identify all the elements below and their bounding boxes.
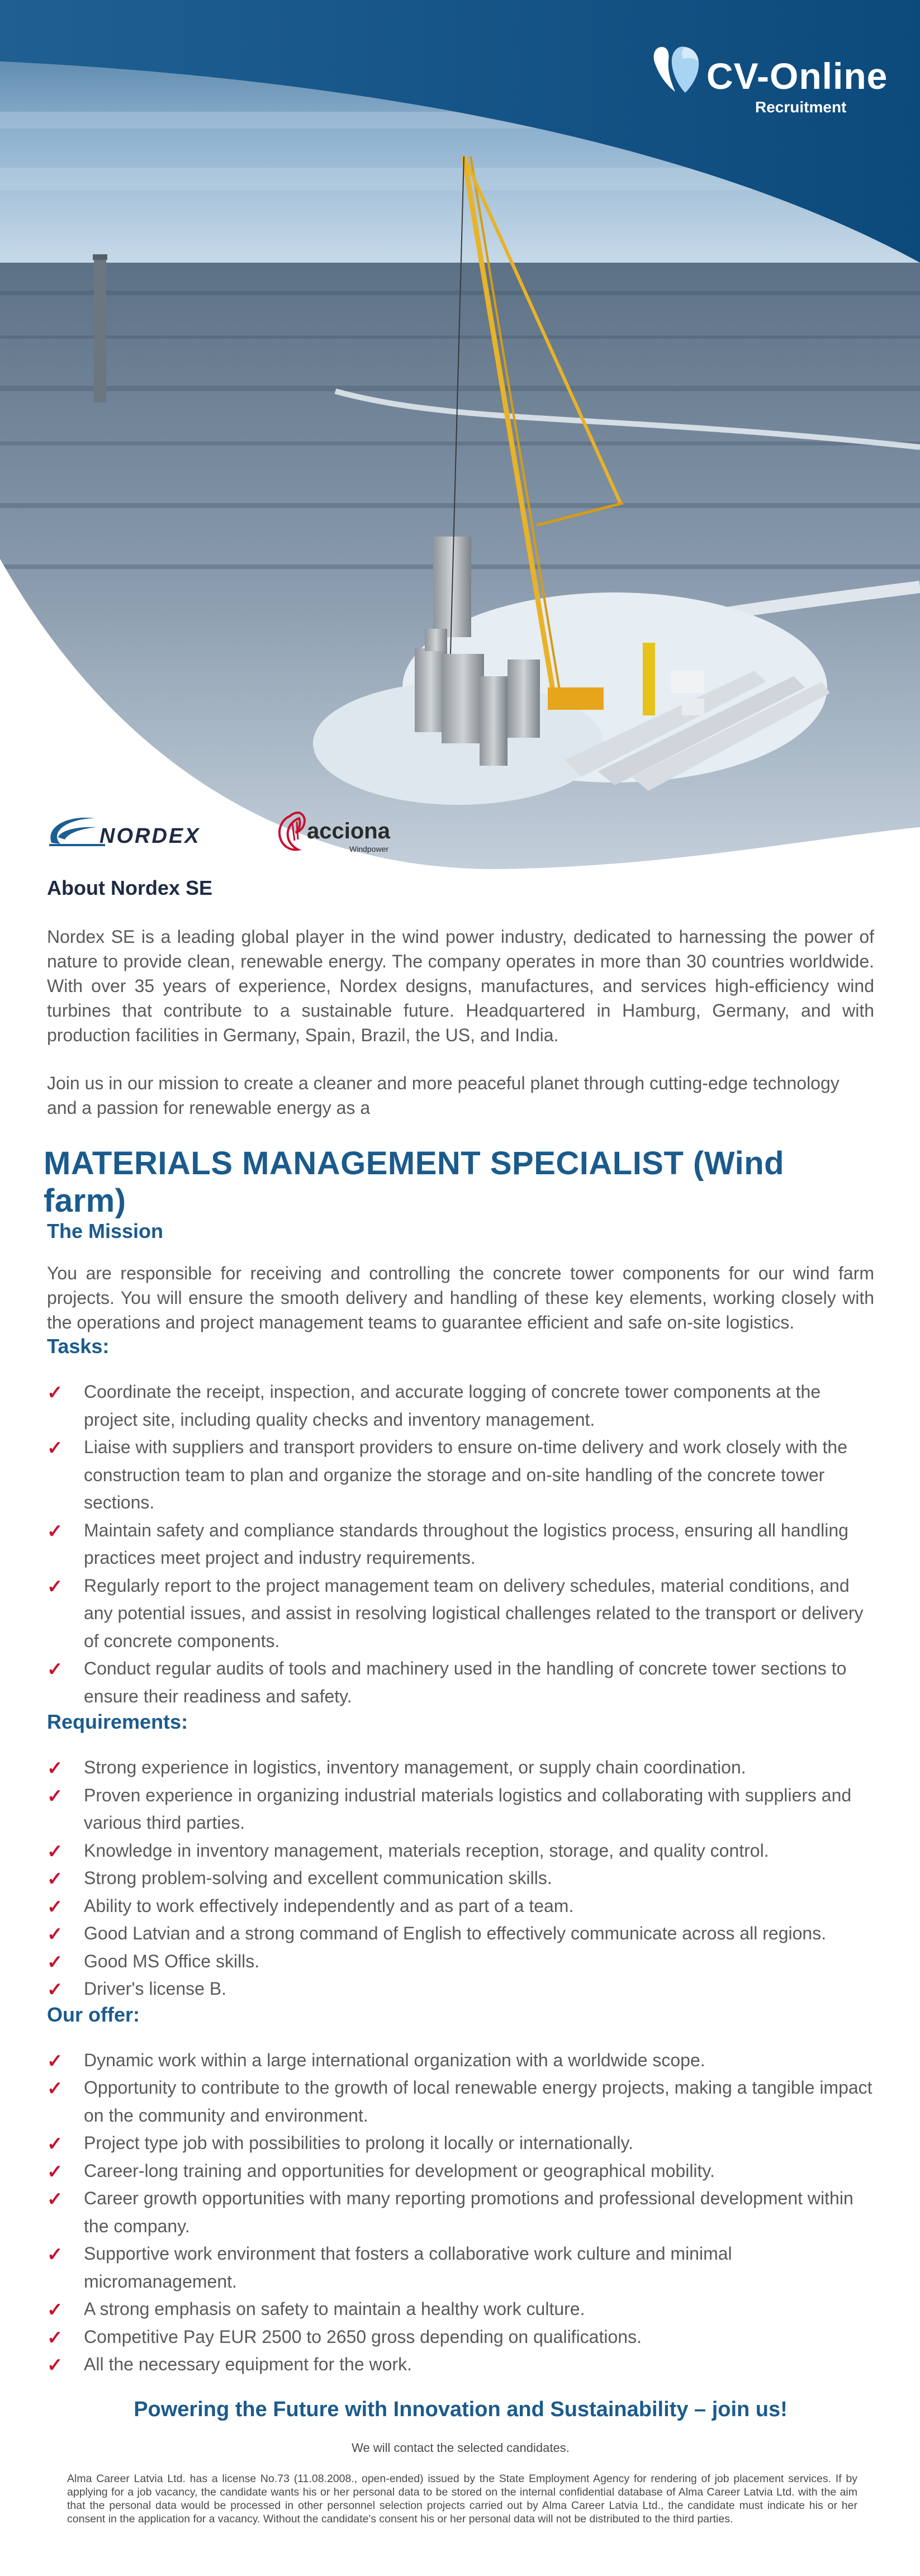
acciona-logo (270, 805, 438, 861)
list-item: ✓ Project type job with possibilities to prolong it locally or internationally. (47, 2129, 874, 2157)
requirements-list (47, 1754, 874, 2003)
requirements-heading: Requirements: (47, 1710, 188, 1733)
list-item: ✓ Proven experience in organizing industrial materials logistics and collaborating with suppliers and various third parties. (47, 1782, 874, 1837)
list-item: ✓ Strong problem-solving and excellent communication skills. (47, 1865, 874, 1892)
checkmark-icon: ✓ (47, 2050, 63, 2072)
tasks-list (47, 1378, 874, 1710)
list-item: ✓ A strong emphasis on safety to maintain a healthy work culture. (47, 2295, 874, 2323)
checkmark-icon: ✓ (47, 1758, 63, 1779)
cv-online-mark-icon (651, 42, 704, 98)
checkmark-icon: ✓ (47, 1576, 63, 1597)
offer-list (47, 2047, 874, 2379)
list-item: ✓ Maintain safety and compliance standards throughout the logistics process, ensuring all handling practices meet project and industry requirements. (47, 1517, 874, 1572)
checkmark-icon: ✓ (47, 1868, 63, 1890)
nordex-logo (44, 805, 239, 861)
checkmark-icon: ✓ (47, 1840, 63, 1862)
brand-name: CV-Online (706, 55, 888, 97)
checkmark-icon: ✓ (47, 2299, 63, 2321)
checkmark-icon: ✓ (47, 1520, 63, 1542)
checkmark-icon: ✓ (47, 1659, 63, 1680)
acciona-wordmark: acciona (307, 819, 390, 843)
checkmark-icon: ✓ (47, 2078, 63, 2099)
list-item: ✓ Liaise with suppliers and transport providers to ensure on-time delivery and work closely with the construction team to plan and organize the storage and on-site handling of the concrete tower sections. (47, 1434, 874, 1517)
list-item: ✓ Supportive work environment that fosters a collaborative work culture and minimal micromanagement. (47, 2240, 874, 2295)
list-item: ✓ Driver's license B. (47, 1975, 874, 2003)
offer-heading: Our offer: (47, 2003, 140, 2026)
about-join-text: Join us in our mission to create a cleaner and more peaceful planet through cutting-edge technology and a passion for renewable energy as a (47, 1073, 840, 1118)
list-item: ✓ Strong experience in logistics, inventory management, or supply chain coordination. (47, 1754, 874, 1782)
list-item: ✓ All the necessary equipment for the work. (47, 2351, 874, 2379)
mission-text: You are responsible for receiving and controlling the concrete tower components for our wind farm projects. You will ensure the smooth delivery and handling of these key elements, working closely with the operations and project management teams to guarantee efficient and safe on-site logistics. (47, 1263, 874, 1332)
list-item: ✓ Ability to work effectively independently and as part of a team. (47, 1892, 874, 1920)
hero-image (0, 0, 920, 872)
checkmark-icon: ✓ (47, 1951, 63, 1973)
checkmark-icon: ✓ (47, 2244, 63, 2265)
list-item: ✓ Good MS Office skills. (47, 1948, 874, 1976)
cv-online-logo (651, 42, 888, 116)
list-item: ✓ Good Latvian and a strong command of English to effectively communicate across all regions. (47, 1920, 874, 1948)
tagline: Powering the Future with Innovation and Sustainability – join us! (134, 2397, 788, 2421)
checkmark-icon: ✓ (47, 1924, 63, 1945)
job-title: MATERIALS MANAGEMENT SPECIALIST (Wind farm) (44, 1145, 785, 1219)
list-item: ✓ Coordinate the receipt, inspection, and accurate logging of concrete tower components at the project site, including quality checks and inventory management. (47, 1378, 874, 1434)
acciona-subtitle: Windpower (349, 845, 389, 853)
checkmark-icon: ✓ (47, 2189, 63, 2210)
list-item: ✓ Knowledge in inventory management, materials reception, storage, and quality control. (47, 1837, 874, 1865)
checkmark-icon: ✓ (47, 1382, 63, 1403)
mission-heading: The Mission (47, 1220, 164, 1242)
checkmark-icon: ✓ (47, 1785, 63, 1807)
nordex-wordmark: NORDEX (99, 824, 201, 848)
list-item: ✓ Opportunity to contribute to the growth of local renewable energy projects, making a tangible impact on the community and environment. (47, 2074, 874, 2129)
checkmark-icon: ✓ (47, 2161, 63, 2183)
list-item: ✓ Competitive Pay EUR 2500 to 2650 gross depending on qualifications. (47, 2323, 874, 2351)
checkmark-icon: ✓ (47, 1438, 63, 1459)
list-item: ✓ Dynamic work within a large international organization with a worldwide scope. (47, 2047, 874, 2075)
job-posting-content (44, 876, 874, 2526)
checkmark-icon: ✓ (47, 2133, 63, 2155)
checkmark-icon: ✓ (47, 1979, 63, 2000)
about-heading: About Nordex SE (47, 876, 213, 899)
brand-subtitle: Recruitment (755, 98, 847, 116)
list-item: ✓ Career growth opportunities with many reporting promotions and professional development within the company. (47, 2185, 874, 2240)
list-item: ✓ Regularly report to the project management team on delivery schedules, material conditions, and any potential issues, and assist in resolving logistical challenges related to the transport or delivery of concrete components. (47, 1572, 874, 1655)
list-item: ✓ Conduct regular audits of tools and machinery used in the handling of concrete tower sections to ensure their readiness and safety. (47, 1655, 874, 1710)
about-text: Nordex SE is a leading global player in the wind power industry, dedicated to harnessing the power of nature to provide clean, renewable energy. The company operates in more than 30 countries worldwide. With over 35 years of experience, Nordex designs, manufactures, and services high-efficiency wind turbines that contribute to a sustainable future. Headquartered in Hamburg, Germany, and with production facilities in Germany, Spain, Brazil, the US, and India. (47, 927, 874, 1045)
contact-note: We will contact the selected candidates. (352, 2440, 570, 2455)
checkmark-icon: ✓ (47, 1896, 63, 1918)
tasks-heading: Tasks: (47, 1335, 110, 1358)
checkmark-icon: ✓ (47, 2327, 63, 2349)
partner-logos (44, 805, 401, 861)
checkmark-icon: ✓ (47, 2355, 63, 2376)
legal-notice: Alma Career Latvia Ltd. has a license No.73 (11.08.2008., open-ended) issued by the State Employment Agency for rendering of job placement services. If by applying for a job vacancy, the candidate wants his or her personal data to be stored on the internal confidential database of Alma Career Latvia Ltd. with the aim that the personal data would be processed in other personnel selection projects carried out by Alma Career Latvia Ltd., the candidate must indicate his or her consent in the application for a vacancy. Without the candidate's consent his or her personal data will not be distributed to the third parties. (67, 2472, 857, 2525)
list-item: ✓ Career-long training and opportunities for development or geographical mobility. (47, 2157, 874, 2185)
